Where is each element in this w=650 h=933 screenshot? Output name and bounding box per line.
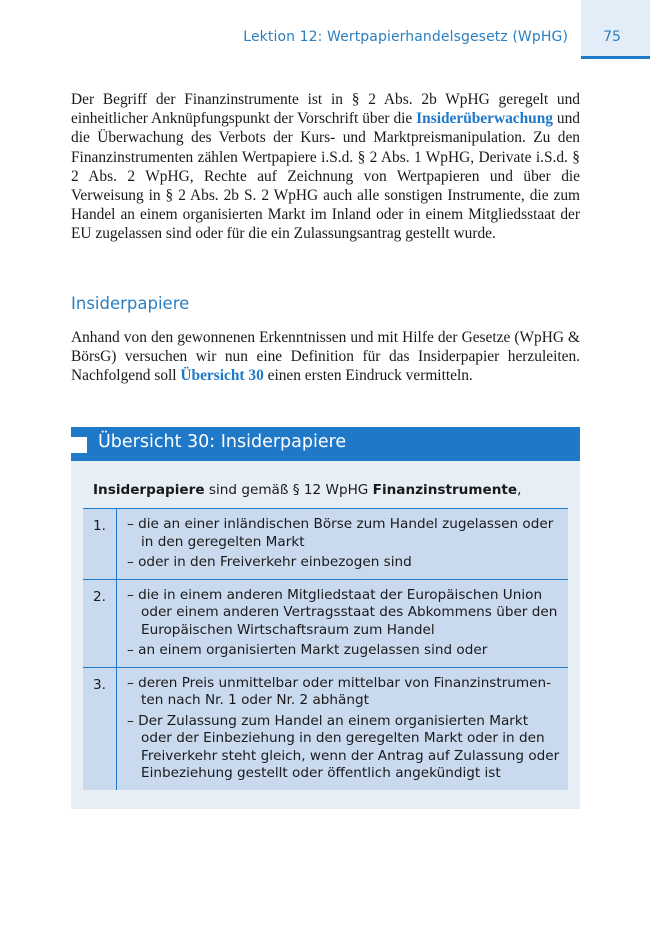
row-body — [117, 668, 568, 790]
insider-monitoring-link[interactable]: Insiderüberwachung — [416, 110, 553, 128]
row-number: 2. — [83, 580, 117, 667]
list-item: – oder in den Freiverkehr einbezogen sind — [127, 554, 412, 570]
intro-text-start: Der Begriff der Finanzinstrumente ist in § 2 Abs. 2b WpHG geregelt und einheitlicher Anknüpfungspunkt der Vorschrift über die — [71, 91, 580, 128]
overview-30-link[interactable]: Übersicht 30 — [180, 367, 264, 385]
section-text-start: Anhand von den gewonnenen Erkenntnissen und mit Hilfe der Gesetze (WpHG & BörsG) versuchen wir nun eine Definition für das Insiderpapier herzuleiten. Nachfolgend soll — [71, 329, 580, 385]
table-row — [83, 668, 568, 790]
row-number: 3. — [83, 668, 117, 790]
header-accent-line — [581, 56, 650, 59]
page-number-box — [581, 0, 650, 56]
list-item: – Der Zulassung zum Handel an einem organisierten Markt oder der Einbeziehung in den geregelten Markt oder in den Freiverkehr steht gleich, wenn der Antrag auf Zulassung oder Einbeziehung gestellt oder öffentlich angekündigt ist — [127, 712, 560, 781]
overview-box — [71, 427, 580, 809]
overview-table — [83, 508, 568, 790]
overview-intro — [93, 482, 521, 498]
table-row — [83, 508, 568, 580]
list-item: – die an einer inländischen Börse zum Handel zugelassen oder in den geregelten Markt — [127, 516, 554, 550]
section-text-end: einen ersten Eindruck vermitteln. — [263, 367, 473, 385]
table-row — [83, 580, 568, 668]
row-body — [117, 509, 568, 579]
page-header — [0, 0, 650, 58]
chapter-title: Lektion 12: Wertpapierhandelsgesetz (WpHG) — [243, 29, 568, 45]
intro-term: Insiderpapiere — [93, 482, 205, 498]
list-item: – deren Preis unmittelbar oder mittelbar von Finanzinstrumenten nach Nr. 1 oder Nr. 2 abhängt — [127, 674, 552, 708]
intro-end: , — [517, 482, 522, 498]
intro-text-end: und die Überwachung des Verbots der Kurs- und Marktpreismanipulation. Zu den Finanzinstrumenten zählen Wertpapiere i.S.d. § 2 Abs. 1 WpHG, Derivate i.S.d. § 2 Abs. 2 WpHG, Rechte auf Zeichnung von Wertpapieren und über die Verweisung in § 2 Abs. 2b S. 2 WpHG auch alle sonstigen Instrumente, die zum Handel an einem organisierten Markt im Inland oder in einem Mitgliedsstaat der EU zugelassen sind oder für die ein Zulassungsantrag gestellt wurde. — [71, 110, 580, 243]
intro-paragraph — [71, 90, 580, 244]
header-square-marker — [71, 437, 87, 453]
intro-mid: sind gemäß § 12 WpHG — [204, 482, 373, 498]
row-body — [117, 580, 568, 667]
page-number: 75 — [603, 29, 621, 45]
section-heading: Insiderpapiere — [71, 294, 190, 313]
intro-term-2: Finanzinstrumente — [372, 482, 518, 498]
list-item: – die in einem anderen Mitgliedstaat der Europäischen Union oder einem anderen Vertragsstaat des Abkommens über den Europäischen Wirtschaftsraum zum Handel — [127, 586, 558, 638]
overview-header — [71, 427, 580, 461]
overview-title: Übersicht 30: Insiderpapiere — [98, 432, 347, 452]
list-item: – an einem organisierten Markt zugelassen sind oder — [127, 642, 488, 658]
section-paragraph — [71, 328, 580, 386]
row-number: 1. — [83, 509, 117, 579]
